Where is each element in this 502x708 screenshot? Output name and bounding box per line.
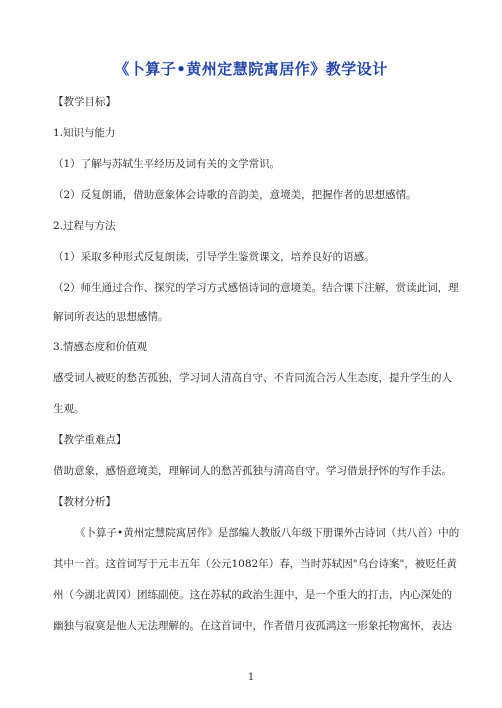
body-line: 《卜算子•黄州定慧院寓居作》是部编人教版八年级下册课外古诗词（共八首）中的 <box>75 527 460 539</box>
section-heading-key-points: 【教学重难点】 <box>53 434 127 446</box>
body-line: 生观。 <box>53 403 85 415</box>
body-line: 州（今湖北黄冈）团练副使。这在苏轼的政治生涯中，是一个重大的打击，内心深处的 <box>53 589 452 601</box>
body-line: （1）采取多种形式反复朗读，引导学生鉴赏课文，培养良好的语感。 <box>53 251 375 263</box>
body-line: 感受词人被贬的愁苦孤独，学习词人清高自守、不肯同流合污人生态度，提升学生的人 <box>53 372 452 384</box>
section-heading-analysis: 【教材分析】 <box>53 496 116 508</box>
document-title: 《卜算子•黄州定慧院寓居作》教学设计 <box>114 60 388 78</box>
body-line: （2）反复朗诵，借助意象体会诗歌的音韵美，意境美，把握作者的思想感情。 <box>53 189 417 201</box>
subheading-process: 2.过程与方法 <box>53 220 116 232</box>
subheading-knowledge: 1.知识与能力 <box>53 127 116 139</box>
body-line: 解词所表达的思想感情。 <box>53 311 169 323</box>
section-heading-objectives: 【教学目标】 <box>53 96 116 108</box>
body-line: 幽独与寂寞是他人无法理解的。在这首词中，作者借月夜孤鸿这一形象托物寓怀，表达 <box>53 620 452 632</box>
body-line: （1）了解与苏轼生平经历及词有关的文学常识。 <box>53 158 281 170</box>
body-line: 借助意象，感悟意境美，理解词人的愁苦孤独与清高自守。学习借景抒怀的写作手法。 <box>53 465 452 477</box>
body-line: （2）师生通过合作、探究的学习方式感悟诗词的意境美。结合课下注解，赏读此词，理 <box>53 282 459 294</box>
page-number: 1 <box>247 672 255 683</box>
subheading-attitude: 3.情感态度和价值观 <box>53 341 148 353</box>
body-line: 其中一首。这首词写于元丰五年（公元1082年）春，当时苏轼因"乌台诗案"，被贬任黄 <box>53 558 457 570</box>
